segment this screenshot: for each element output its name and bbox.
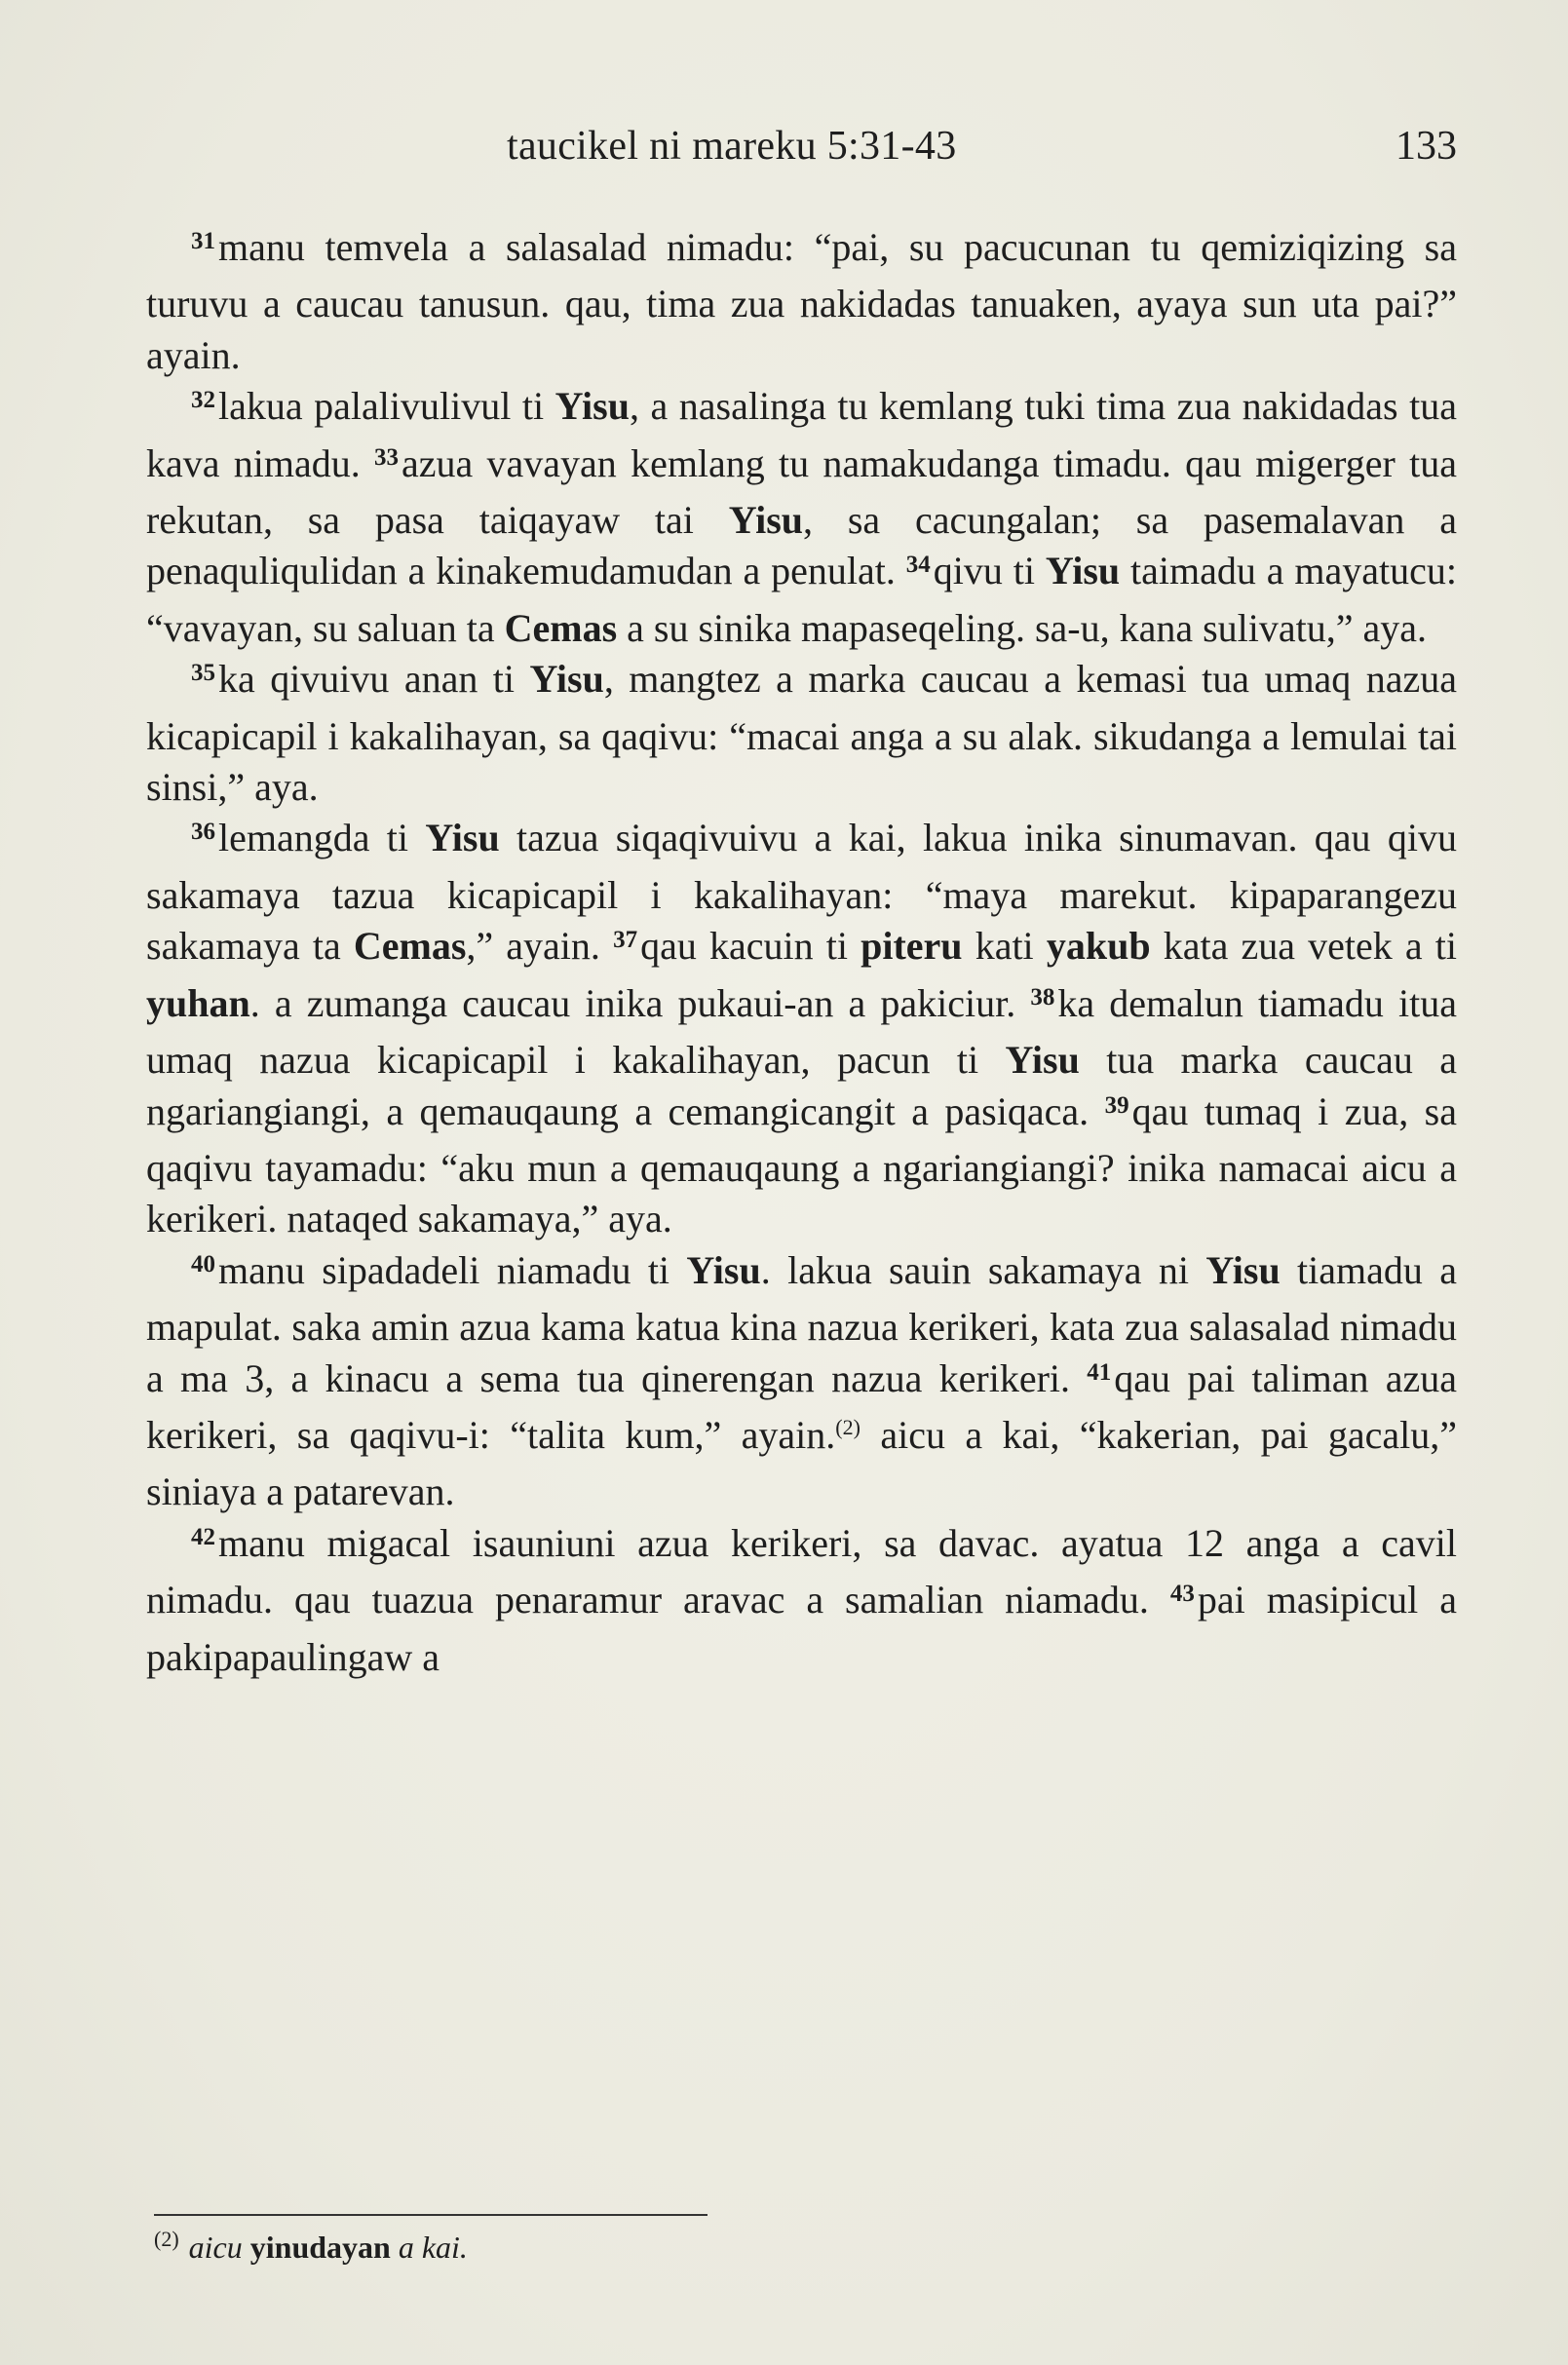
paragraph-42 bbox=[146, 1518, 1457, 1683]
verse-number-42: 42 bbox=[191, 1523, 215, 1550]
verse-number-43: 43 bbox=[1169, 1581, 1195, 1608]
verse-38-text-end: tua marka caucau a ngariangiangi, a qemauqaung a cemangicangit a pasiqaca. bbox=[146, 1038, 1458, 1133]
footnote bbox=[154, 2228, 1421, 2270]
footnote-term: aicu bbox=[188, 2230, 243, 2265]
verse-34-text: qivu ti bbox=[933, 549, 1046, 593]
footnote-label: yinudayan bbox=[249, 2230, 391, 2265]
verse-41-text-end: aicu a kai, “kakerian, pai gacalu,” siniaya a patarevan. bbox=[146, 1412, 1458, 1514]
verse-33-text-end: , sa cacungalan; sa pasemalavan a penaquliqulidan a kinakemudamudan a penulat. bbox=[146, 498, 1457, 593]
verse-number-34: 34 bbox=[905, 552, 931, 579]
running-title: taucikel ni mareku 5:31-43 bbox=[507, 124, 957, 169]
verse-39-text: qau tumaq i zua, sa qaqivu tayamadu: “aku mun a qemauqaung a ngariangiangi? inika namacai aicu a kerikeri. nataqed sakamaya,” aya. bbox=[146, 1088, 1457, 1241]
scripture-text bbox=[146, 222, 1457, 1683]
verse-41-text: qau pai taliman azua kerikeri, sa qaqivu-i: “talita kum,” ayain. bbox=[146, 1355, 1458, 1457]
verse-number-41: 41 bbox=[1087, 1358, 1112, 1386]
verse-number-33: 33 bbox=[374, 443, 400, 471]
verse-32-text: lakua palalivulivul ti bbox=[218, 384, 555, 429]
verse-40-text: manu sipadadeli niamadu ti bbox=[218, 1247, 687, 1292]
verse-40-text-mid: . lakua sauin sakamaya ni bbox=[760, 1247, 1206, 1292]
paragraph-40 bbox=[146, 1245, 1457, 1518]
name-yisu: Yisu bbox=[555, 384, 630, 429]
verse-37-text-end: . a zumanga caucau inika pukaui-an a pakiciur. bbox=[249, 980, 1031, 1025]
paragraph-36 bbox=[146, 813, 1457, 1244]
verse-number-40: 40 bbox=[191, 1250, 215, 1278]
name-yisu: Yisu bbox=[425, 816, 500, 860]
footnote-divider bbox=[154, 2214, 708, 2216]
name-yisu: Yisu bbox=[1045, 549, 1121, 593]
verse-number-31: 31 bbox=[191, 228, 215, 254]
verse-43-text: pai masipicul a pakipapaulingaw a bbox=[146, 1578, 1457, 1679]
verse-37-text: qau kacuin ti bbox=[640, 924, 861, 969]
footnote-gloss: a kai. bbox=[398, 2230, 468, 2265]
page-number: 133 bbox=[1396, 124, 1457, 169]
verse-37-text-mid2: kata zua vetek a ti bbox=[1150, 924, 1458, 969]
name-cemas: Cemas bbox=[353, 924, 467, 969]
verse-35-text-end: , mangtez a marka caucau a kemasi tua umaq nazua kicapicapil i kakalihayan, sa qaqivu: “macai anga a su alak. sikudanga a lemulai tai sinsi,” aya. bbox=[146, 657, 1458, 810]
verse-37-text-mid: kati bbox=[962, 924, 1047, 969]
paragraph-32 bbox=[146, 381, 1457, 654]
name-piteru: piteru bbox=[860, 924, 963, 969]
verse-32-text-end: , a nasalinga tu kemlang tuki tima zua nakidadas tua kava nimadu. bbox=[146, 384, 1457, 485]
running-head bbox=[151, 115, 1457, 173]
paragraph-31 bbox=[146, 222, 1457, 381]
footnote-reference[interactable]: (2) bbox=[835, 1414, 860, 1439]
verse-34-text-end: a su sinika mapaseqeling. sa-u, kana sulivatu,” aya. bbox=[617, 605, 1428, 650]
verse-38-text: ka demalun tiamadu itua umaq nazua kicapicapil i kakalihayan, pacun ti bbox=[146, 980, 1457, 1083]
verse-31-text: manu temvela a salasalad nimadu: “pai, su pacucunan tu qemiziqizing sa turuvu a caucau tanusun. qau, tima zua nakidadas tanuaken, ayaya sun uta pai?” ayain. bbox=[146, 225, 1457, 377]
name-yisu: Yisu bbox=[1005, 1038, 1080, 1083]
footnote-mark: (2) bbox=[154, 2227, 179, 2251]
verse-number-37: 37 bbox=[613, 927, 638, 954]
verse-36-text: lemangda ti bbox=[218, 816, 426, 860]
verse-number-39: 39 bbox=[1104, 1091, 1129, 1119]
name-yisu: Yisu bbox=[686, 1247, 761, 1292]
name-cemas: Cemas bbox=[504, 605, 618, 650]
verse-number-35: 35 bbox=[191, 660, 215, 687]
verse-40-text-end: tiamadu a mapulat. saka amin azua kama katua kina nazua kerikeri, kata zua salasalad nimadu a ma 3, a kinacu a sema tua qinerengan nazua kerikeri. bbox=[146, 1247, 1457, 1400]
verse-35-text: ka qivuivu anan ti bbox=[218, 657, 530, 702]
verse-number-38: 38 bbox=[1030, 983, 1055, 1011]
verse-33-text: azua vavayan kemlang tu namakudanga timadu. qau migerger tua rekutan, sa pasa taiqayaw tai bbox=[146, 440, 1457, 543]
name-yuhan: yuhan bbox=[146, 980, 250, 1025]
verse-34-text-mid: taimadu a mayatucu: “vavayan, su saluan ta bbox=[146, 549, 1458, 650]
verse-36-text-end: tazua siqaqivuivu a kai, lakua inika sinumavan. qau qivu sakamaya tazua kicapicapil i kakalihayan: “maya marekut. kipaparangezu sakamaya ta bbox=[146, 816, 1457, 969]
paragraph-35 bbox=[146, 654, 1457, 813]
verse-number-32: 32 bbox=[191, 387, 215, 414]
name-yisu: Yisu bbox=[529, 657, 604, 702]
name-yakub: yakub bbox=[1046, 924, 1151, 969]
name-yisu: Yisu bbox=[1205, 1247, 1281, 1292]
verse-42-text: manu migacal isauniuni azua kerikeri, sa davac. ayatua 12 anga a cavil nimadu. qau tuazua penaramur aravac a samalian niamadu. bbox=[146, 1520, 1457, 1622]
verse-number-36: 36 bbox=[191, 819, 215, 846]
verse-36-text-tail: ,” ayain. bbox=[466, 924, 614, 969]
name-yisu: Yisu bbox=[728, 498, 804, 543]
